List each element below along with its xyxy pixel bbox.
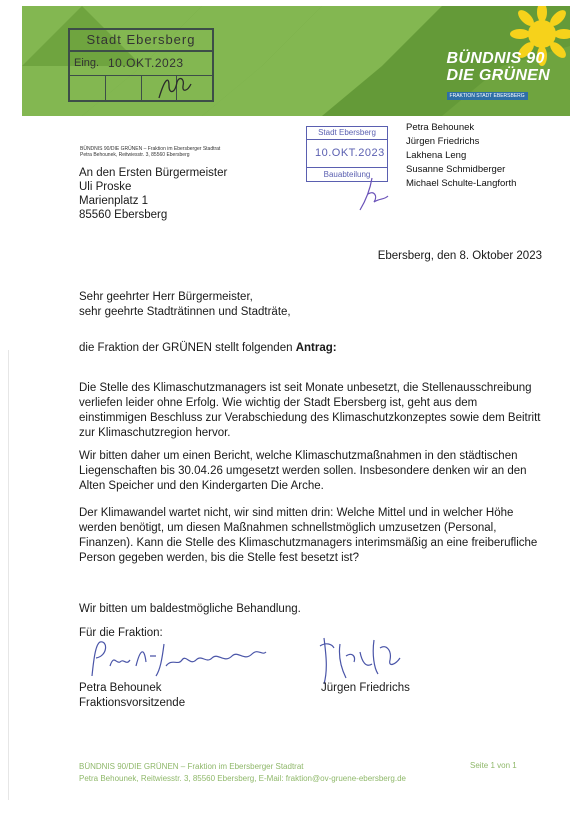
closing-line: Wir bitten um baldestmögliche Behandlung. <box>79 603 301 615</box>
signer-1 <box>79 681 185 711</box>
recipient-line-3: Marienplatz 1 <box>79 195 149 207</box>
letterhead-banner <box>22 6 570 116</box>
footer-line-2: Petra Behounek, Reitwiesstr. 3, 85560 Ebersberg, E-Mail: fraktion@ov-gruene-ebersberg.de <box>79 774 406 783</box>
scan-edge-line <box>8 350 9 800</box>
recipient-line-1: An den Ersten Bürgermeister <box>79 167 228 179</box>
paragraph-1: Die Stelle des Klimaschutzmanagers ist seit Monate unbesetzt, die Stellenausschreibung verliefen leider ohne Erfolg. Wie wichtig der Stadt Ebersberg ist, geht aus dem einstimmigen Beschluss zur Verabschiedung des Klimaschutzkonzeptes sowie dem Beitritt zur Klimaschutzregion hervor. <box>79 382 541 439</box>
received-stamp <box>306 126 388 182</box>
member-name: Lakhena Leng <box>406 150 467 161</box>
member-name: Petra Behounek <box>406 122 475 133</box>
received-stamp-date: 10.OKT.2023 <box>315 147 385 159</box>
incoming-stamp-title: Stadt Ebersberg <box>70 30 212 52</box>
logo-line-3: FRAKTION STADT EBERSBERG <box>447 92 528 100</box>
stamp-divider <box>105 75 106 100</box>
recipient-line-4: 85560 Ebersberg <box>79 209 168 221</box>
signature-juergen <box>316 634 406 688</box>
signer-2-name: Jürgen Friedrichs <box>321 682 410 694</box>
sender-line-1: BÜNDNIS 90/DIE GRÜNEN – Fraktion im Ebersberger Stadtrat <box>80 146 221 152</box>
logo-line-1: BÜNDNIS 90 <box>446 50 545 67</box>
letter-date: Ebersberg, den 8. Oktober 2023 <box>377 250 542 262</box>
intro-text: die Fraktion der GRÜNEN stellt folgenden <box>79 342 296 354</box>
intro-line <box>79 341 544 356</box>
intro-bold: Antrag: <box>295 342 337 354</box>
signer-1-role: Fraktionsvorsitzende <box>79 697 186 709</box>
incoming-stamp-date: 10.OKT.2023 <box>108 56 184 70</box>
faction-members-list <box>406 121 516 191</box>
paragraph-2: Wir bitten daher um einen Bericht, welche Klimaschutzmaßnahmen in den städtischen Liegenschaften bis 30.04.26 umgesetzt werden sollen. Insbesondere denken wir an den Alten Speicher und den Kindergarten Die Arche. <box>79 450 527 492</box>
stamp-signature-mark <box>354 176 394 216</box>
footer-line-1: BÜNDNIS 90/DIE GRÜNEN – Fraktion im Ebersberger Stadtrat <box>79 762 304 771</box>
sender-return-address <box>80 146 220 158</box>
member-name: Michael Schulte-Langforth <box>406 178 517 189</box>
page-number: Seite 1 von 1 <box>470 761 517 770</box>
received-stamp-title: Stadt Ebersberg <box>307 127 387 140</box>
member-name: Susanne Schmidberger <box>406 164 506 175</box>
recipient-address <box>79 166 227 222</box>
received-stamp-dept: Bauabteilung <box>307 167 387 182</box>
salutation-line-2: sehr geehrte Stadträtinnen und Stadträte, <box>79 306 291 318</box>
signature-petra <box>86 636 276 686</box>
initials-mark <box>155 72 195 102</box>
paragraph-3: Der Klimawandel wartet nicht, wir sind mitten drin: Welche Mittel und in welcher Höhe werden benötigt, um diesen Maßnahmen schnellstmöglich umzusetzen (Personal, Finanzen). Kann die Stelle des Klimaschutzmanagers interimsmäßig an eine freiberufliche Person gegeben werden, bis die Stelle fest besetzt ist? <box>79 507 538 564</box>
incoming-stamp <box>68 28 214 102</box>
logo-line-2: DIE GRÜNEN <box>446 67 550 84</box>
incoming-stamp-label: Eing. <box>74 57 100 69</box>
sender-line-2: Petra Behounek, Reitwiesstr. 3, 85560 Ebersberg <box>80 152 190 158</box>
party-logo <box>447 50 550 102</box>
signer-1-name: Petra Behounek <box>79 682 162 694</box>
salutation <box>79 290 544 320</box>
footer <box>79 761 406 785</box>
member-name: Jürgen Friedrichs <box>406 136 480 147</box>
recipient-line-2: Uli Proske <box>79 181 132 193</box>
stamp-divider <box>141 75 142 100</box>
salutation-line-1: Sehr geehrter Herr Bürgermeister, <box>79 291 253 303</box>
for-faction-label: Für die Fraktion: <box>79 627 163 639</box>
